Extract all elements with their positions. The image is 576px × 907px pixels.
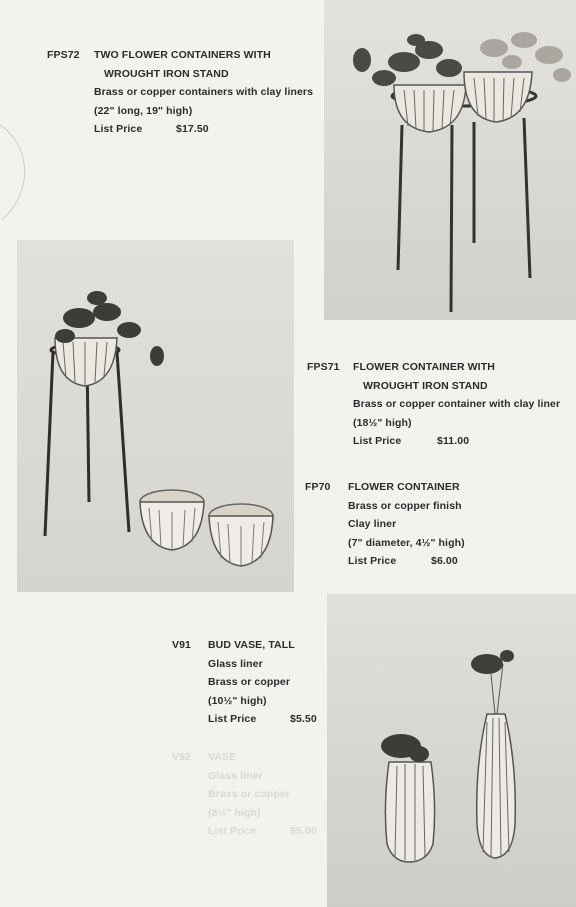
price-value: $17.50	[176, 123, 209, 135]
price-label: List Price	[208, 825, 257, 837]
price-value: $5.00	[290, 825, 317, 837]
price-row	[353, 432, 575, 451]
price-label: List Price	[208, 713, 257, 725]
product-dimensions: (18½" high)	[353, 416, 412, 429]
product-code: V91	[172, 639, 191, 651]
price-row	[94, 120, 319, 139]
product-title-continued: WROUGHT IRON STAND	[363, 379, 488, 392]
product-finish: Brass or copper	[208, 676, 291, 688]
price-row	[208, 710, 323, 729]
product-title: FLOWER CONTAINER	[348, 481, 460, 493]
product-liner: Glass liner	[208, 657, 263, 670]
product-liner: Glass liner	[208, 769, 263, 782]
photo-v91-v92-vases	[327, 594, 576, 907]
product-title: TWO FLOWER CONTAINERS WITH	[94, 49, 271, 61]
page-edge-mark	[0, 120, 40, 230]
product-title-continued: WROUGHT IRON STAND	[104, 67, 229, 80]
price-value: $11.00	[437, 435, 470, 447]
product-finish: Brass or copper	[208, 788, 291, 800]
price-label: List Price	[353, 435, 402, 447]
product-description: Brass or copper container with clay liner	[353, 398, 561, 410]
product-dimensions: (22" long, 19" high)	[94, 104, 193, 117]
price-label: List Price	[94, 123, 143, 135]
product-dimensions: (10½" high)	[208, 694, 267, 707]
price-value: $6.00	[431, 555, 458, 567]
price-label: List Price	[348, 555, 397, 567]
photo-fps72-double-stand	[324, 0, 576, 320]
price-row	[208, 822, 323, 841]
product-title: FLOWER CONTAINER WITH	[353, 361, 495, 373]
price-row	[348, 552, 558, 571]
product-finish: Brass or copper finish	[348, 499, 462, 512]
product-liner: Clay liner	[348, 518, 397, 530]
product-dimensions: (7" diameter, 4½" high)	[348, 536, 465, 549]
price-value: $5.50	[290, 713, 317, 725]
product-code: FPS71	[307, 361, 340, 373]
product-code: V92	[172, 751, 191, 763]
product-code: FP70	[305, 481, 331, 493]
product-title: VASE	[208, 751, 237, 763]
product-title: BUD VASE, TALL	[208, 639, 295, 651]
photo-fps71-single-stand	[17, 240, 294, 592]
product-code: FPS72	[47, 49, 80, 61]
product-dimensions: (8½" high)	[208, 806, 261, 819]
product-description: Brass or copper containers with clay liners	[94, 86, 314, 98]
